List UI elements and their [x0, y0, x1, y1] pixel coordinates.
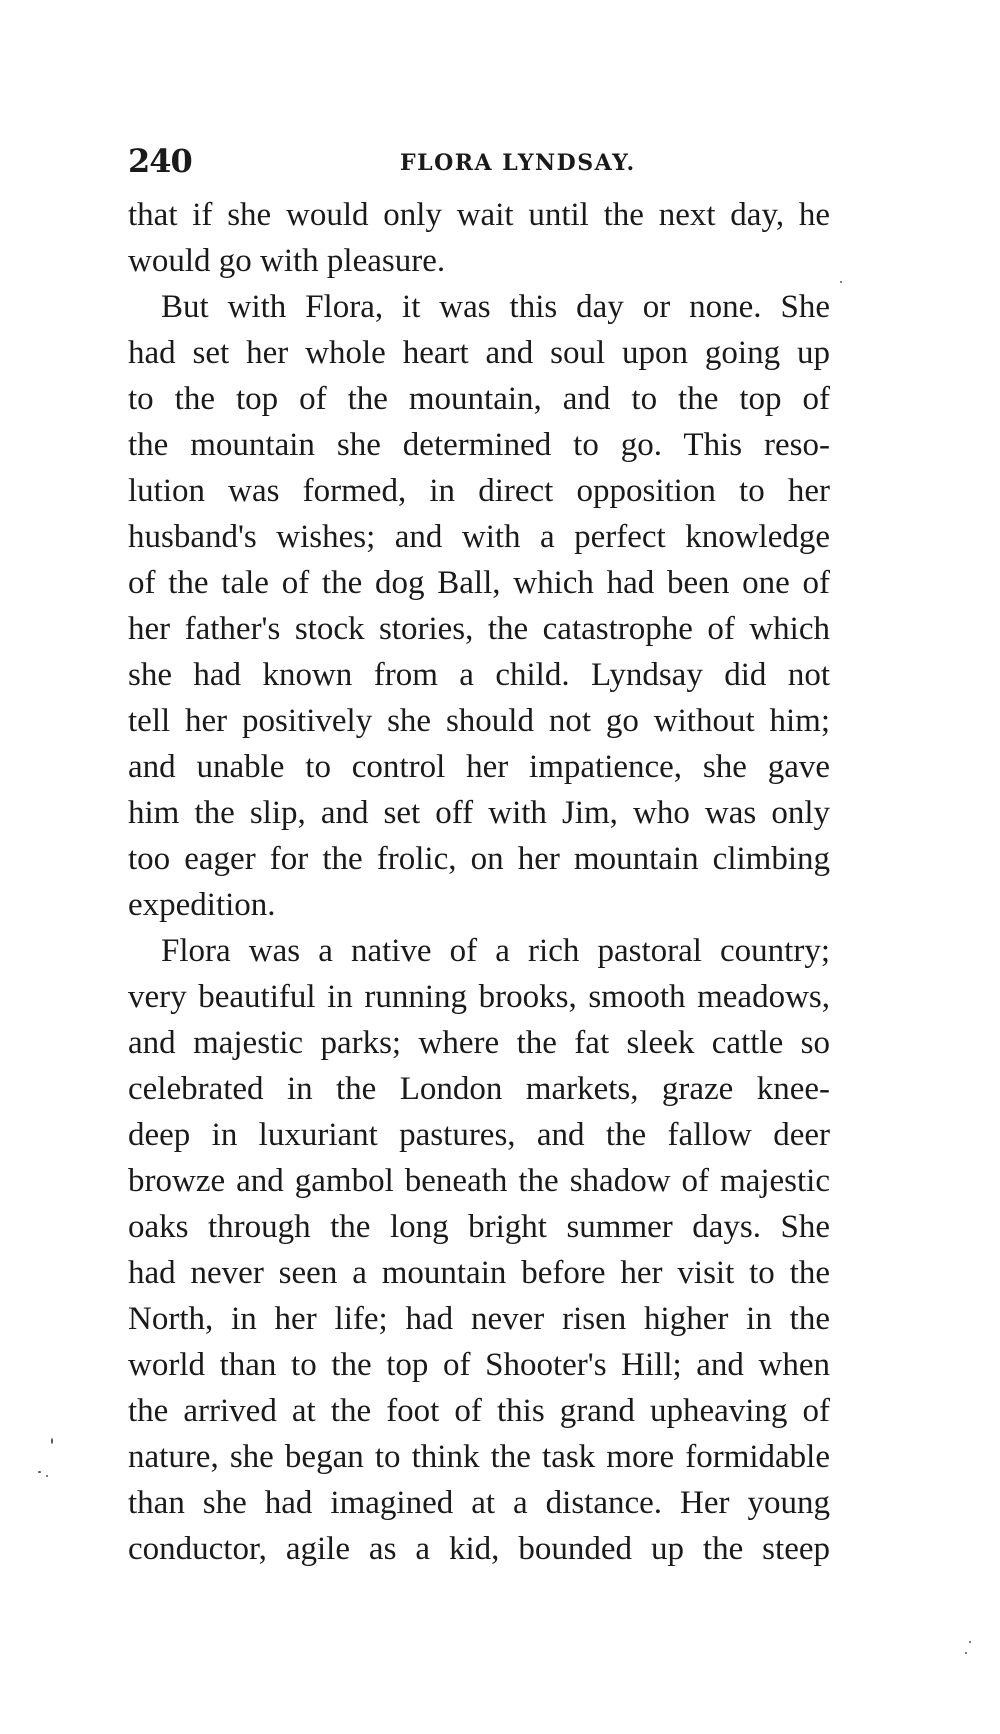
text-line: very beautiful in running brooks, smooth meadows,	[128, 979, 830, 1015]
text-line: that if she would only wait until the next day, he	[128, 197, 830, 233]
text-line: and majestic parks; where the fat sleek cattle so	[128, 1025, 830, 1061]
scan-speck	[840, 281, 842, 283]
text-line: conductor, agile as a kid, bounded up the steep	[128, 1531, 830, 1567]
text-line: her father's stock stories, the catastrophe of which	[128, 611, 830, 647]
text-line: the arrived at the foot of this grand upheaving of	[128, 1393, 830, 1429]
text-line: would go with pleasure.	[128, 243, 446, 279]
paragraph-first-line: But with Flora, it was this day or none. She	[161, 289, 830, 325]
text-line: world than to the top of Shooter's Hill; and when	[128, 1347, 830, 1383]
scan-speck	[38, 1471, 41, 1473]
text-line: she had known from a child. Lyndsay did not	[128, 657, 830, 693]
text-line: to the top of the mountain, and to the top of	[128, 381, 830, 417]
text-line: North, in her life; had never risen higher in the	[128, 1301, 830, 1337]
paragraph-first-line: Flora was a native of a rich pastoral country;	[161, 933, 830, 969]
text-line: oaks through the long bright summer days. She	[128, 1209, 830, 1245]
text-line: expedition.	[128, 887, 276, 923]
page-number: 240	[128, 142, 192, 180]
text-line: him the slip, and set off with Jim, who was only	[128, 795, 830, 831]
text-line: lution was formed, in direct opposition to her	[128, 473, 830, 509]
text-line: and unable to control her impatience, she gave	[128, 749, 830, 785]
text-line: too eager for the frolic, on her mountain climbing	[128, 841, 830, 877]
text-line: celebrated in the London markets, graze knee-	[128, 1071, 830, 1107]
running-head	[128, 142, 830, 182]
text-line: deep in luxuriant pastures, and the fallow deer	[128, 1117, 830, 1153]
text-line: had never seen a mountain before her visit to the	[128, 1255, 830, 1291]
scan-speck	[965, 1652, 967, 1654]
text-line: had set her whole heart and soul upon going up	[128, 335, 830, 371]
text-line: nature, she began to think the task more formidable	[128, 1439, 830, 1475]
text-line: of the tale of the dog Ball, which had been one of	[128, 565, 830, 601]
text-line: tell her positively she should not go without him;	[128, 703, 830, 739]
scan-speck	[969, 1641, 971, 1643]
text-line: the mountain she determined to go. This reso-	[128, 427, 830, 463]
text-line: than she had imagined at a distance. Her young	[128, 1485, 830, 1521]
text-line: browze and gambol beneath the shadow of majestic	[128, 1163, 830, 1199]
scan-speck	[51, 1438, 53, 1444]
text-line: husband's wishes; and with a perfect knowledge	[128, 519, 830, 555]
running-title: FLORA LYNDSAY.	[400, 150, 636, 176]
scan-speck	[46, 1475, 48, 1477]
